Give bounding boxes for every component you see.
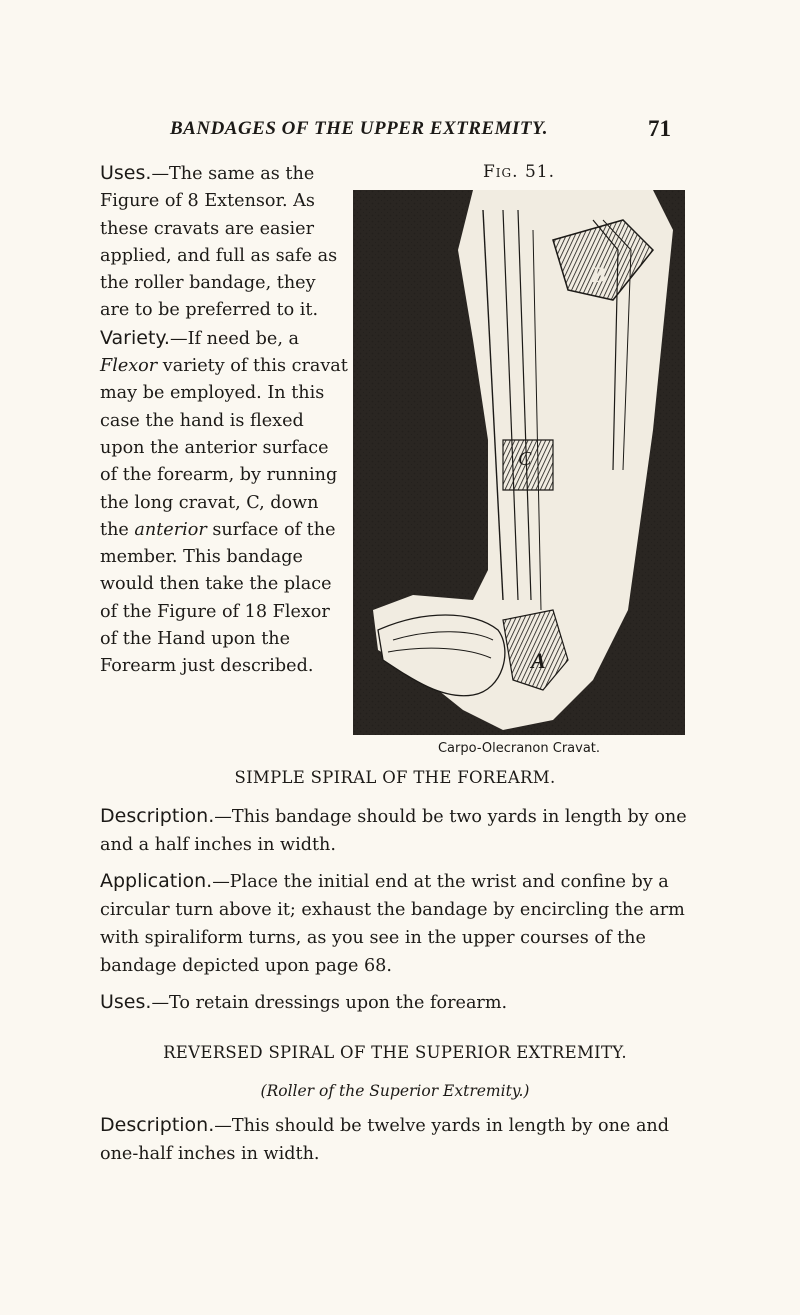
- figure-label: Fig. 51.: [483, 162, 555, 182]
- variety-text-3: surface of the member. This bandage would then take the place of the Figure of 18 Flexor of the Hand upon the Forearm just described.: [100, 519, 336, 677]
- description-2-paragraph: [100, 1111, 690, 1168]
- section-subtitle: (Roller of the Superior Extremity.): [260, 1082, 530, 1100]
- uses-paragraph: [100, 160, 348, 325]
- description-text: —This bandage should be two yards in length by one and a half inches in width.: [100, 807, 687, 855]
- uses-forearm-text: —To retain dressings upon the forearm.: [151, 993, 508, 1013]
- description-2-heading: Description.: [100, 1114, 215, 1136]
- description-paragraph: [100, 802, 690, 859]
- variety-text-1: —If need be, a: [169, 328, 299, 349]
- application-text: —Place the initial end at the wrist and confine by a circular turn above it; exhaust the bandage by encircling the arm with spiraliform turns, as you see in the upper courses of the bandage depicted upon page 68.: [100, 872, 685, 976]
- application-paragraph: [100, 867, 690, 980]
- page-number: 71: [648, 116, 671, 141]
- uses-heading: Uses.: [100, 162, 152, 184]
- figure-letter-c: C: [518, 448, 532, 470]
- application-heading: Application.: [100, 870, 213, 892]
- variety-heading: Variety.: [100, 326, 170, 349]
- figure-51: [350, 160, 688, 756]
- figure-caption: Carpo-Olecranon Cravat.: [437, 741, 601, 756]
- description-2-text: —This should be twelve yards in length by one and one-half inches in width.: [100, 1116, 670, 1164]
- running-head: [0, 118, 800, 148]
- section-title-reversed-spiral: REVERSED SPIRAL OF THE SUPERIOR EXTREMITY.: [163, 1043, 627, 1062]
- variety-italic-anterior: anterior: [134, 519, 207, 540]
- uses-forearm-heading: Uses.: [100, 991, 152, 1013]
- uses-forearm-paragraph: [100, 988, 690, 1017]
- cravat-illustration: [353, 190, 685, 735]
- running-title: BANDAGES OF THE UPPER EXTREMITY.: [170, 118, 548, 139]
- variety-text-2: variety of this cravat may be employed. In this case the hand is flexed upon the anterior surface of the forearm, by running the long cravat, C, down the: [100, 356, 348, 540]
- section-title-simple-spiral: SIMPLE SPIRAL OF THE FOREARM.: [234, 768, 556, 787]
- left-column: [100, 160, 348, 681]
- figure-letter-a: A: [531, 648, 546, 673]
- main-text: [100, 764, 690, 1176]
- uses-text: —The same as the Figure of 8 Extensor. As these cravats are easier applied, and full as safe as the roller bandage, they are to be preferred to it.: [100, 164, 338, 321]
- description-heading: Description.: [100, 805, 215, 827]
- variety-paragraph: [100, 325, 348, 681]
- figure-letter-b: B: [591, 262, 606, 287]
- variety-italic-flexor: Flexor: [100, 356, 158, 377]
